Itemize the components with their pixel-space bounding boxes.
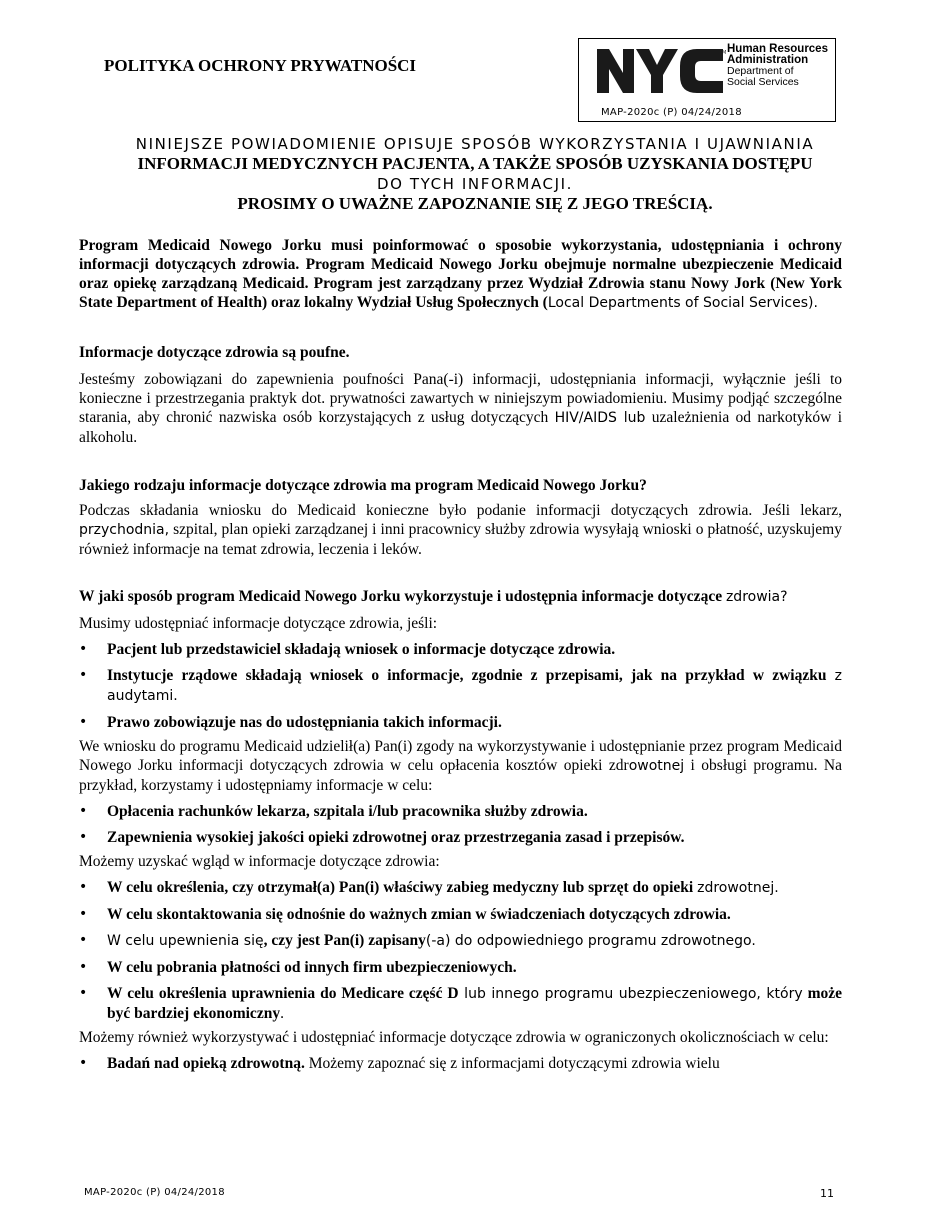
- intro-text: Program Medicaid Nowego Jorku musi poinformować o sposobie wykorzystania, udostępniania i ochrony informacji dotyczących zdrowia. Program Medicaid Nowego Jorku obejmuje normalne ubezpieczenie Medicaid oraz opiekę zarządzaną Medicaid. Program jest zarządzany przez Wydział Zdrowia stanu Nowy Jork (New York State Department of Health) oraz lokalny Wydział Usług Społecznych (: [79, 237, 842, 311]
- list-item: [79, 984, 842, 1023]
- list-item: [79, 713, 842, 732]
- list-item-text: W celu określenia, czy otrzymał(a) Pan(i) właściwy zabieg medyczny lub sprzęt do opieki: [107, 879, 694, 896]
- information-types-text-b: szpital, plan opieki zarządzanej i inni pracownicy służby zdrowia wysyłają wnioski o płatność, uzyskujemy również informacje na temat zdrowia, leczenia i leków.: [79, 521, 842, 558]
- confidential-text: Jesteśmy zobowiązani do zapewnienia poufności Pana(-i) informacji, udostępniania informacji, wyłącznie jeśli to konieczne i przestrzegania praktyk dot. prywatności zawartych w niniejszym powiadomieniu. Musimy podjąć szczególne starania, aby chronić nazwiska osób korzystających z usług dotyczących: [79, 371, 842, 426]
- agency-line-4: Social Services: [727, 76, 799, 88]
- nyc-logo: [595, 45, 725, 95]
- list-item-text-sans-2: (-a) do odpowiedniego programu zdrowotnego.: [425, 933, 756, 949]
- list-item-text: Instytucje rządowe składają wniosek o informacje, zgodnie z przepisami, jak na przykład w związku: [107, 667, 827, 684]
- confidential-text-sans: HIV/AIDS lub: [554, 410, 646, 426]
- information-types-paragraph: [79, 501, 842, 559]
- list-item-text: Pacjent lub przedstawiciel składają wniosek o informacje dotyczące zdrowia.: [107, 641, 616, 658]
- usage-heading-text: W jaki sposób program Medicaid Nowego Jorku wykorzystuje i udostępnia informacje dotyczące: [79, 588, 726, 605]
- agency-line-1: Human Resources: [727, 43, 828, 55]
- intro-paragraph: [79, 236, 842, 313]
- list-item-text-sans: zdrowotnej.: [697, 880, 779, 896]
- list-item-text: W celu pobrania płatności od innych firm ubezpieczeniowych.: [107, 959, 517, 976]
- confidential-text-end: uzależnienia od narkotyków i alkoholu.: [79, 409, 842, 446]
- list-item-text-sans: W celu upewnienia się: [107, 933, 264, 949]
- list-item-text-2: może być bardziej ekonomiczny: [107, 985, 842, 1022]
- agency-name: [727, 44, 828, 88]
- list-item: [79, 666, 842, 706]
- list-item: [79, 1054, 842, 1073]
- consent-paragraph: [79, 737, 842, 795]
- list-item-text: , czy jest Pan(i) zapisany: [263, 932, 426, 949]
- information-types-text-sans: przychodnia,: [79, 522, 170, 538]
- list-item: [79, 828, 842, 847]
- list-item: [79, 905, 842, 924]
- list-item-text: Prawo zobowiązuje nas do udostępniania takich informacji.: [107, 714, 502, 731]
- headline-line-1: NINIEJSZE POWIADOMIENIE OPISUJE SPOSÓB WYKORZYSTANIA I UJAWNIANIA: [135, 135, 815, 153]
- consent-text-sans: owotnej: [628, 758, 685, 774]
- headline-line-2: INFORMACJI MEDYCZNYCH PACJENTA, A TAKŻE SPOSÓB UZYSKANIA DOSTĘPU: [137, 154, 813, 173]
- confidential-paragraph: [79, 370, 842, 447]
- list-item: [79, 640, 842, 659]
- must-share-list: [79, 640, 842, 732]
- consent-text-a: We wniosku do programu Medicaid udzielił(a) Pan(i) zgody na wykorzystywanie i udostępnianie przez program Medicaid Nowego Jorku informacji dotyczących zdrowia w celu opłacenia kosztów opieki zdr: [79, 738, 842, 774]
- list-item-text: Badań nad opieką zdrowotną.: [107, 1055, 305, 1072]
- headline-line-3: DO TYCH INFORMACJI.: [376, 175, 574, 193]
- notice-headline: [60, 134, 890, 214]
- document-body: [79, 236, 842, 1073]
- payment-purposes-list: [79, 802, 842, 847]
- intro-text-end: ).: [808, 295, 818, 311]
- agency-line-3: Department of: [727, 65, 794, 77]
- list-item: [79, 802, 842, 821]
- list-item-text-sans: lub innego programu ubezpieczeniowego, który: [458, 986, 803, 1002]
- list-item-text-sans: z audytami.: [107, 668, 843, 704]
- trademark-mark: TM: [719, 50, 727, 56]
- limited-purposes-list: [79, 1054, 842, 1073]
- intro-text-sans: Local Departments of Social Services: [547, 295, 808, 311]
- page-number: 11: [820, 1187, 834, 1200]
- footer-form-code: MAP-2020c (P) 04/24/2018: [84, 1187, 225, 1198]
- list-item-text: W celu określenia uprawnienia do Medicare część D: [107, 985, 459, 1002]
- information-types-text-a: Podczas składania wniosku do Medicaid konieczne było podanie informacji dotyczących zdrowia. Jeśli lekarz,: [79, 502, 842, 519]
- list-item: [79, 878, 842, 898]
- section-heading-information-types: Jakiego rodzaju informacje dotyczące zdrowia ma program Medicaid Nowego Jorku?: [79, 477, 647, 494]
- list-item-text-end: .: [280, 1005, 284, 1022]
- list-item-text: W celu skontaktowania się odnośnie do ważnych zmian w świadczeniach dotyczących zdrowia.: [107, 906, 731, 923]
- list-item-text: Zapewnienia wysokiej jakości opieki zdrowotnej oraz przestrzegania zasad i przepisów.: [107, 829, 685, 846]
- usage-heading-sans: zdrowia?: [725, 589, 788, 605]
- agency-line-2: Administration: [727, 54, 809, 66]
- limited-circumstances-lead: Możemy również wykorzystywać i udostępniać informacje dotyczące zdrowia w ograniczonych okolicznościach w celu:: [79, 1029, 829, 1046]
- review-purposes-list: [79, 878, 842, 1023]
- list-item: [79, 931, 842, 951]
- header-form-code: MAP-2020c (P) 04/24/2018: [601, 107, 742, 118]
- section-heading-usage: [79, 587, 842, 607]
- list-item-text: Opłacenia rachunków lekarza, szpitala i/lub pracownika służby zdrowia.: [107, 803, 588, 820]
- consent-text-b: i obsługi programu. Na przykład, korzystamy i udostępniamy informacje w celu:: [79, 757, 842, 794]
- agency-logo-box: [578, 38, 836, 122]
- review-lead: Możemy uzyskać wgląd w informacje dotyczące zdrowia:: [79, 853, 440, 870]
- headline-line-4: PROSIMY O UWAŻNE ZAPOZNANIE SIĘ Z JEGO TREŚCIĄ.: [237, 194, 713, 213]
- list-item-text-rest: Możemy zapoznać się z informacjami dotyczącymi zdrowia wielu: [304, 1055, 720, 1072]
- list-item: [79, 958, 842, 977]
- must-share-lead: Musimy udostępniać informacje dotyczące zdrowia, jeśli:: [79, 615, 438, 632]
- document-title: POLITYKA OCHRONY PRYWATNOŚCI: [104, 56, 417, 75]
- section-heading-confidential: Informacje dotyczące zdrowia są poufne.: [79, 344, 350, 361]
